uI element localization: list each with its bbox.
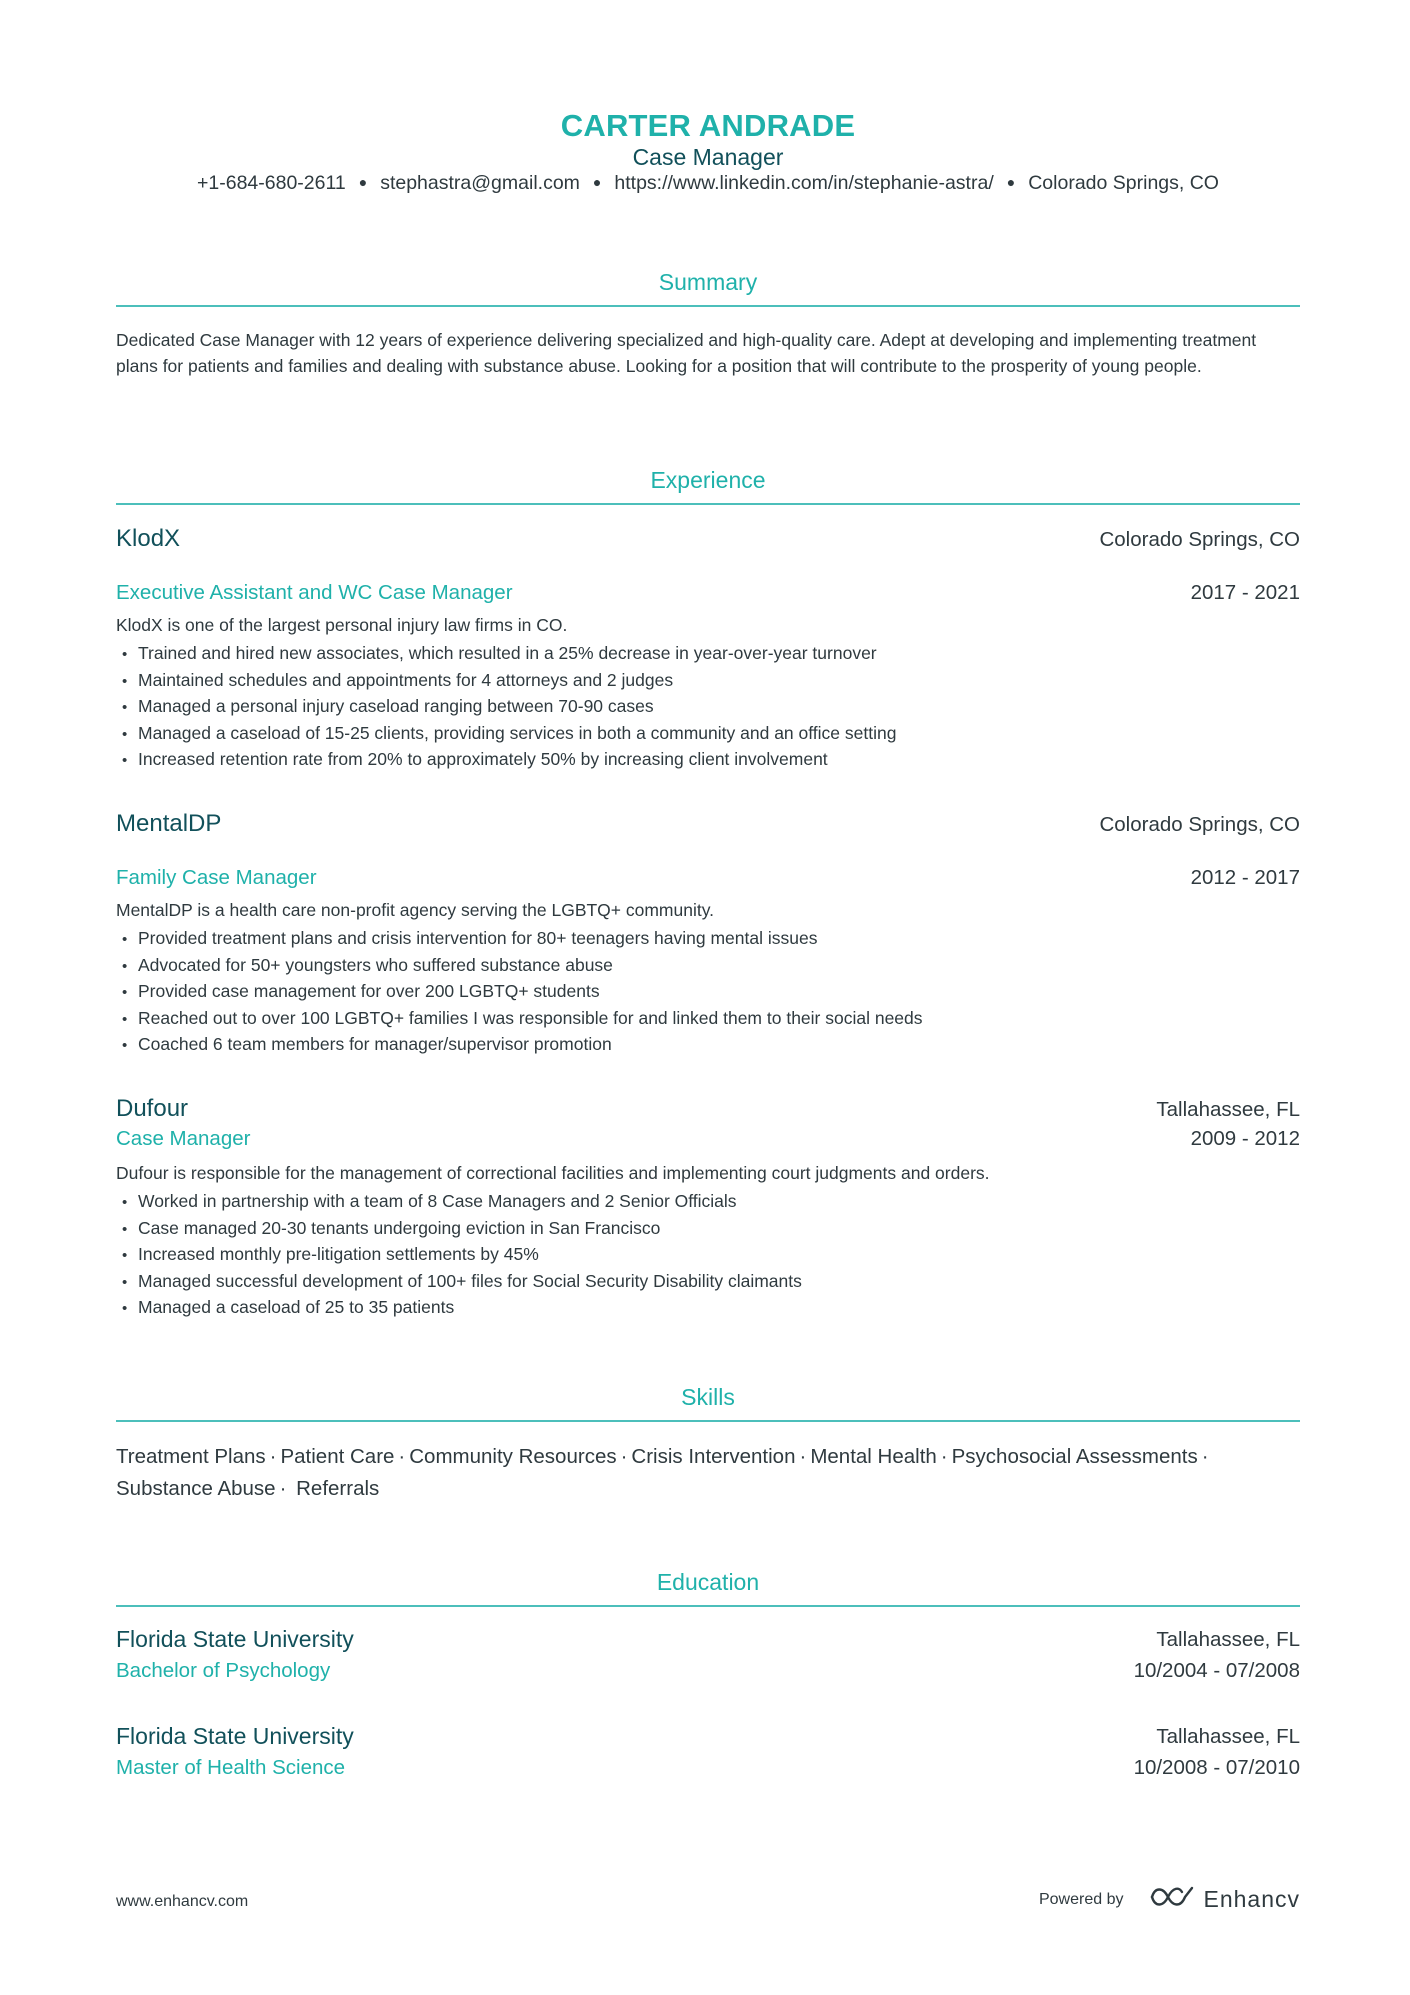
achievement-item: • Increased monthly pre-litigation settlements by 45% bbox=[122, 1242, 802, 1269]
job-dates: 2017 - 2021 bbox=[1190, 581, 1300, 604]
achievement-item: • Managed a caseload of 15-25 clients, providing services in both a community and an office setting bbox=[122, 721, 896, 748]
achievement-item: • Coached 6 team members for manager/supervisor promotion bbox=[122, 1032, 923, 1059]
job-location: Colorado Springs, CO bbox=[1099, 528, 1300, 551]
education-dates: 10/2004 - 07/2008 bbox=[1133, 1659, 1300, 1682]
skill-separator: · bbox=[940, 1445, 948, 1468]
achievement-item: • Increased retention rate from 20% to approximately 50% by increasing client involvement bbox=[122, 747, 896, 774]
candidate-name: CARTER ANDRADE bbox=[560, 108, 856, 143]
achievement-item: • Case managed 20-30 tenants undergoing eviction in San Francisco bbox=[122, 1216, 802, 1243]
achievement-list bbox=[122, 926, 923, 1059]
skill-separator: · bbox=[799, 1445, 807, 1468]
achievement-list bbox=[122, 1189, 802, 1322]
summary-text: Dedicated Case Manager with 12 years of experience delivering specialized and high-quality care. Adept at developing and implementing treatment plans for patients and families and dealing with substance abuse. Looking for a position that will contribute to the prosperity of young people. bbox=[116, 330, 1257, 376]
achievement-item: • Trained and hired new associates, which resulted in a 25% decrease in year-over-year turnover bbox=[122, 641, 896, 668]
enhancv-logo-icon bbox=[1149, 1884, 1195, 1915]
section-rule bbox=[116, 1420, 1300, 1422]
achievement-item: • Provided case management for over 200 LGBTQ+ students bbox=[122, 979, 923, 1006]
achievement-item: • Reached out to over 100 LGBTQ+ families I was responsible for and linked them to their social needs bbox=[122, 1006, 923, 1033]
education-dates: 10/2008 - 07/2010 bbox=[1133, 1756, 1300, 1779]
skill-separator: · bbox=[398, 1445, 406, 1468]
achievement-item: • Worked in partnership with a team of 8 Case Managers and 2 Senior Officials bbox=[122, 1189, 802, 1216]
company-name: KlodX bbox=[116, 525, 181, 552]
section-rule bbox=[116, 305, 1300, 307]
skill-separator: · bbox=[269, 1445, 277, 1468]
section-title-summary: Summary bbox=[658, 269, 758, 295]
achievement-item: • Managed a caseload of 25 to 35 patients bbox=[122, 1295, 802, 1322]
contact-separator: ● bbox=[358, 174, 368, 190]
skill-item: Patient Care bbox=[280, 1445, 395, 1468]
skill-item: Community Resources bbox=[409, 1445, 617, 1468]
skill-separator: · bbox=[279, 1477, 293, 1500]
skill-item: Referrals bbox=[296, 1477, 380, 1500]
school-name: Florida State University bbox=[116, 1626, 354, 1652]
section-title-skills: Skills bbox=[681, 1384, 735, 1410]
contact-separator: ● bbox=[1006, 174, 1016, 190]
company-name: MentalDP bbox=[116, 810, 222, 837]
contact-separator: ● bbox=[592, 174, 602, 190]
company-description: Dufour is responsible for the management of correctional facilities and implementing court judgments and orders. bbox=[116, 1163, 990, 1183]
degree-name: Bachelor of Psychology bbox=[116, 1659, 331, 1682]
school-location: Tallahassee, FL bbox=[1156, 1628, 1300, 1651]
section-title-experience: Experience bbox=[650, 467, 766, 493]
powered-by-label: Powered by bbox=[1038, 1890, 1124, 1908]
section-rule bbox=[116, 503, 1300, 505]
company-name: Dufour bbox=[116, 1095, 189, 1122]
degree-name: Master of Health Science bbox=[116, 1756, 346, 1779]
section-title-education: Education bbox=[656, 1569, 760, 1595]
achievement-item: • Advocated for 50+ youngsters who suffered substance abuse bbox=[122, 953, 923, 980]
skill-item: Treatment Plans bbox=[116, 1445, 266, 1468]
company-description: MentalDP is a health care non-profit agency serving the LGBTQ+ community. bbox=[116, 900, 715, 920]
skill-item: Psychosocial Assessments bbox=[951, 1445, 1198, 1468]
job-role: Family Case Manager bbox=[116, 866, 317, 889]
school-name: Florida State University bbox=[116, 1723, 354, 1749]
skills-list bbox=[116, 1441, 1300, 1505]
skill-item: Mental Health bbox=[810, 1445, 937, 1468]
achievement-item: • Provided treatment plans and crisis intervention for 80+ teenagers having mental issues bbox=[122, 926, 923, 953]
brand-name: Enhancv bbox=[1203, 1886, 1300, 1912]
skill-separator: · bbox=[1201, 1445, 1209, 1468]
job-dates: 2009 - 2012 bbox=[1190, 1127, 1300, 1150]
achievement-item: • Managed successful development of 100+ files for Social Security Disability claimants bbox=[122, 1269, 802, 1296]
footer-branding bbox=[1039, 1884, 1300, 1915]
skill-item: Substance Abuse bbox=[116, 1477, 276, 1500]
achievement-item: • Maintained schedules and appointments for 4 attorneys and 2 judges bbox=[122, 668, 896, 695]
contact-phone[interactable]: +1-684-680-2611 bbox=[197, 172, 346, 194]
brand-logo[interactable] bbox=[1149, 1884, 1300, 1915]
job-dates: 2012 - 2017 bbox=[1190, 866, 1300, 889]
contact-location: Colorado Springs, CO bbox=[1028, 172, 1219, 194]
skill-item: Crisis Intervention bbox=[631, 1445, 796, 1468]
section-rule bbox=[116, 1605, 1300, 1607]
contact-linkedin[interactable]: https://www.linkedin.com/in/stephanie-astra/ bbox=[614, 172, 994, 194]
job-role: Executive Assistant and WC Case Manager bbox=[116, 581, 513, 604]
job-location: Colorado Springs, CO bbox=[1099, 813, 1300, 836]
job-role: Case Manager bbox=[116, 1127, 251, 1150]
achievement-list bbox=[122, 641, 896, 774]
company-description: KlodX is one of the largest personal injury law firms in CO. bbox=[116, 615, 568, 635]
job-location: Tallahassee, FL bbox=[1156, 1098, 1300, 1121]
school-location: Tallahassee, FL bbox=[1156, 1725, 1300, 1748]
contact-line bbox=[116, 172, 1300, 195]
footer-website-link[interactable]: www.enhancv.com bbox=[116, 1893, 249, 1910]
achievement-item: • Managed a personal injury caseload ranging between 70-90 cases bbox=[122, 694, 896, 721]
skill-separator: · bbox=[620, 1445, 628, 1468]
contact-email[interactable]: stephastra@gmail.com bbox=[380, 172, 580, 194]
candidate-title: Case Manager bbox=[632, 144, 784, 170]
